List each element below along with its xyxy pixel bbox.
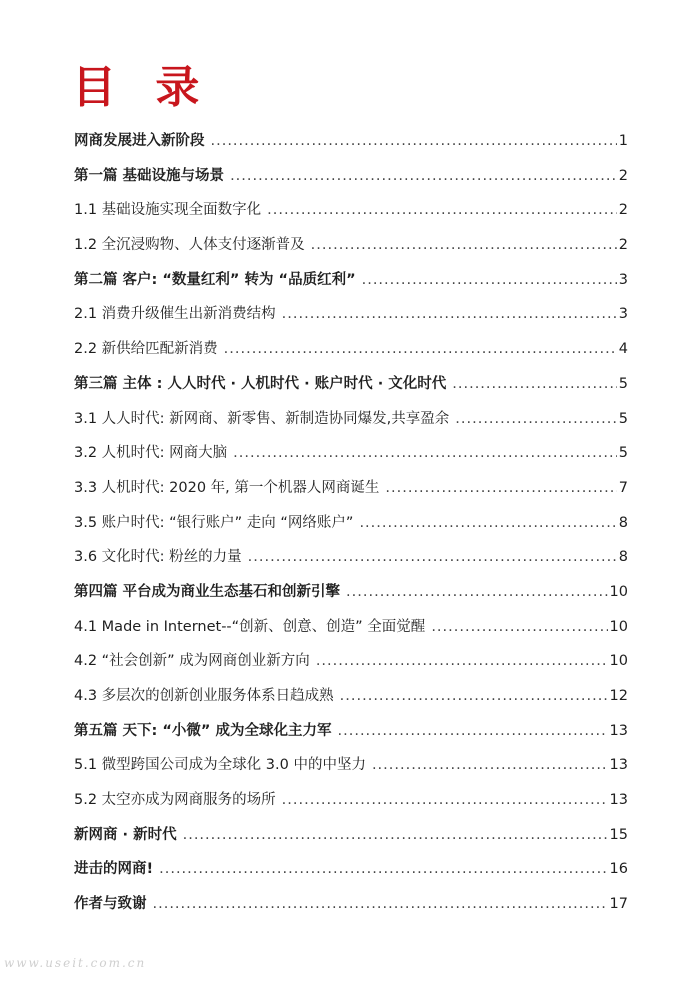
toc-entry-label: 第五篇 天下: “小微” 成为全球化主力军 [74,722,332,739]
dot-leader [159,852,607,887]
toc-entry-page: 13 [609,792,628,809]
toc-entry-label: 网商发展进入新阶段 [74,133,205,149]
dot-leader [455,402,616,437]
page-title: 目 录 [72,62,212,113]
toc-entry-page: 15 [609,826,628,843]
toc-entry-label: 4.1 Made in Internet--“创新、创意、创造” 全面觉醒 [74,618,426,635]
dot-leader [385,471,616,506]
toc-entry-label: 1.2 全沉浸购物、人体支付逐渐普及 [74,237,305,254]
dot-leader [233,436,617,471]
toc-entry-page: 3 [618,306,628,323]
toc-entry[interactable] [74,332,628,367]
toc-entry-label: 第三篇 主体 : 人人时代 · 人机时代 · 账户时代 · 文化时代 [74,375,447,392]
dot-leader [316,644,608,679]
toc-entry-page: 10 [609,583,628,600]
dot-leader [183,818,608,853]
toc-entry-page: 5 [618,375,628,392]
toc-entry[interactable] [74,193,628,228]
toc-entry-label: 第二篇 客户: “数量红利” 转为 “品质红利” [74,271,356,288]
toc-entry-page: 12 [609,688,628,704]
toc-entry-label: 4.2 “社会创新” 成为网商创业新方向 [74,653,310,670]
toc-entry-page: 8 [618,549,628,566]
toc-entry-label: 3.1 人人时代: 新网商、新零售、新制造协同爆发,共享盈余 [74,410,450,427]
dot-leader [230,159,617,194]
dot-leader [248,540,617,575]
toc-entry-label: 3.3 人机时代: 2020 年, 第一个机器人网商诞生 [74,479,380,496]
toc-entry[interactable] [74,540,628,575]
toc-entry-label: 3.2 人机时代: 网商大脑 [74,445,228,462]
dot-leader [153,887,608,922]
dot-leader [372,748,608,783]
toc-entry-label: 2.2 新供给匹配新消费 [74,341,218,358]
toc-entry[interactable] [74,297,628,332]
toc-entry[interactable] [74,436,628,471]
toc-entry-label: 2.1 消费升级催生出新消费结构 [74,306,276,323]
dot-leader [362,263,617,298]
toc-entry-page: 10 [609,653,628,670]
dot-leader [431,610,607,645]
dot-leader [340,679,608,714]
toc-entry-label: 5.1 微型跨国公司成为全球化 3.0 中的中坚力 [74,757,366,774]
toc-entry-label: 作者与致谢 [74,896,147,913]
toc-entry-page: 2 [618,237,628,254]
dot-leader [359,506,616,541]
toc-entry[interactable] [74,644,628,679]
dot-leader [224,332,617,367]
toc-entry-page: 10 [609,618,628,635]
dot-leader [267,193,617,228]
toc-entry[interactable] [74,124,628,159]
toc-entry-page: 8 [618,514,628,531]
toc-entry-label: 新网商 · 新时代 [74,826,177,843]
toc-entry-page: 7 [618,479,628,496]
toc-entry[interactable] [74,783,628,818]
toc-entry-label: 3.5 账户时代: “银行账户” 走向 “网络账户” [74,514,354,531]
toc-entry[interactable] [74,818,628,853]
dot-leader [452,367,617,402]
toc-entry-page: 17 [609,896,628,913]
toc-entry[interactable] [74,679,628,714]
toc-entry-label: 第一篇 基础设施与场景 [74,167,225,184]
toc-entry-page: 2 [618,167,628,184]
toc-entry[interactable] [74,506,628,541]
toc-entry-page: 5 [618,445,628,462]
toc-entry[interactable] [74,748,628,783]
toc-entry-page: 5 [618,410,628,427]
toc-entry-label: 4.3 多层次的创新创业服务体系日趋成熟 [74,688,334,704]
dot-leader [338,714,608,749]
toc-entry-label: 第四篇 平台成为商业生态基石和创新引擎 [74,583,341,600]
toc-entry[interactable] [74,471,628,506]
toc-entry-label: 1.1 基础设施实现全面数字化 [74,202,262,219]
toc-entry[interactable] [74,714,628,749]
watermark: www.useit.com.cn [4,956,147,970]
toc-entry-page: 16 [609,861,628,878]
toc-entry[interactable] [74,159,628,194]
toc-entry-page: 13 [609,757,628,774]
dot-leader [211,124,617,159]
toc-entry[interactable] [74,852,628,887]
toc-entry[interactable] [74,610,628,645]
toc-entry[interactable] [74,263,628,298]
toc-entry[interactable] [74,575,628,610]
table-of-contents [74,124,628,922]
toc-entry[interactable] [74,402,628,437]
dot-leader [282,297,617,332]
toc-entry[interactable] [74,228,628,263]
toc-entry-page: 4 [618,341,628,358]
toc-entry-page: 13 [609,722,628,739]
toc-entry-label: 5.2 太空亦成为网商服务的场所 [74,792,276,809]
dot-leader [346,575,608,610]
toc-entry-label: 进击的网商! [74,861,154,878]
toc-entry[interactable] [74,887,628,922]
dot-leader [311,228,617,263]
dot-leader [282,783,608,818]
toc-entry-page: 2 [618,202,628,219]
toc-entry-label: 3.6 文化时代: 粉丝的力量 [74,549,242,566]
toc-entry-page: 3 [618,271,628,288]
toc-entry-page: 1 [618,133,628,149]
toc-entry[interactable] [74,367,628,402]
